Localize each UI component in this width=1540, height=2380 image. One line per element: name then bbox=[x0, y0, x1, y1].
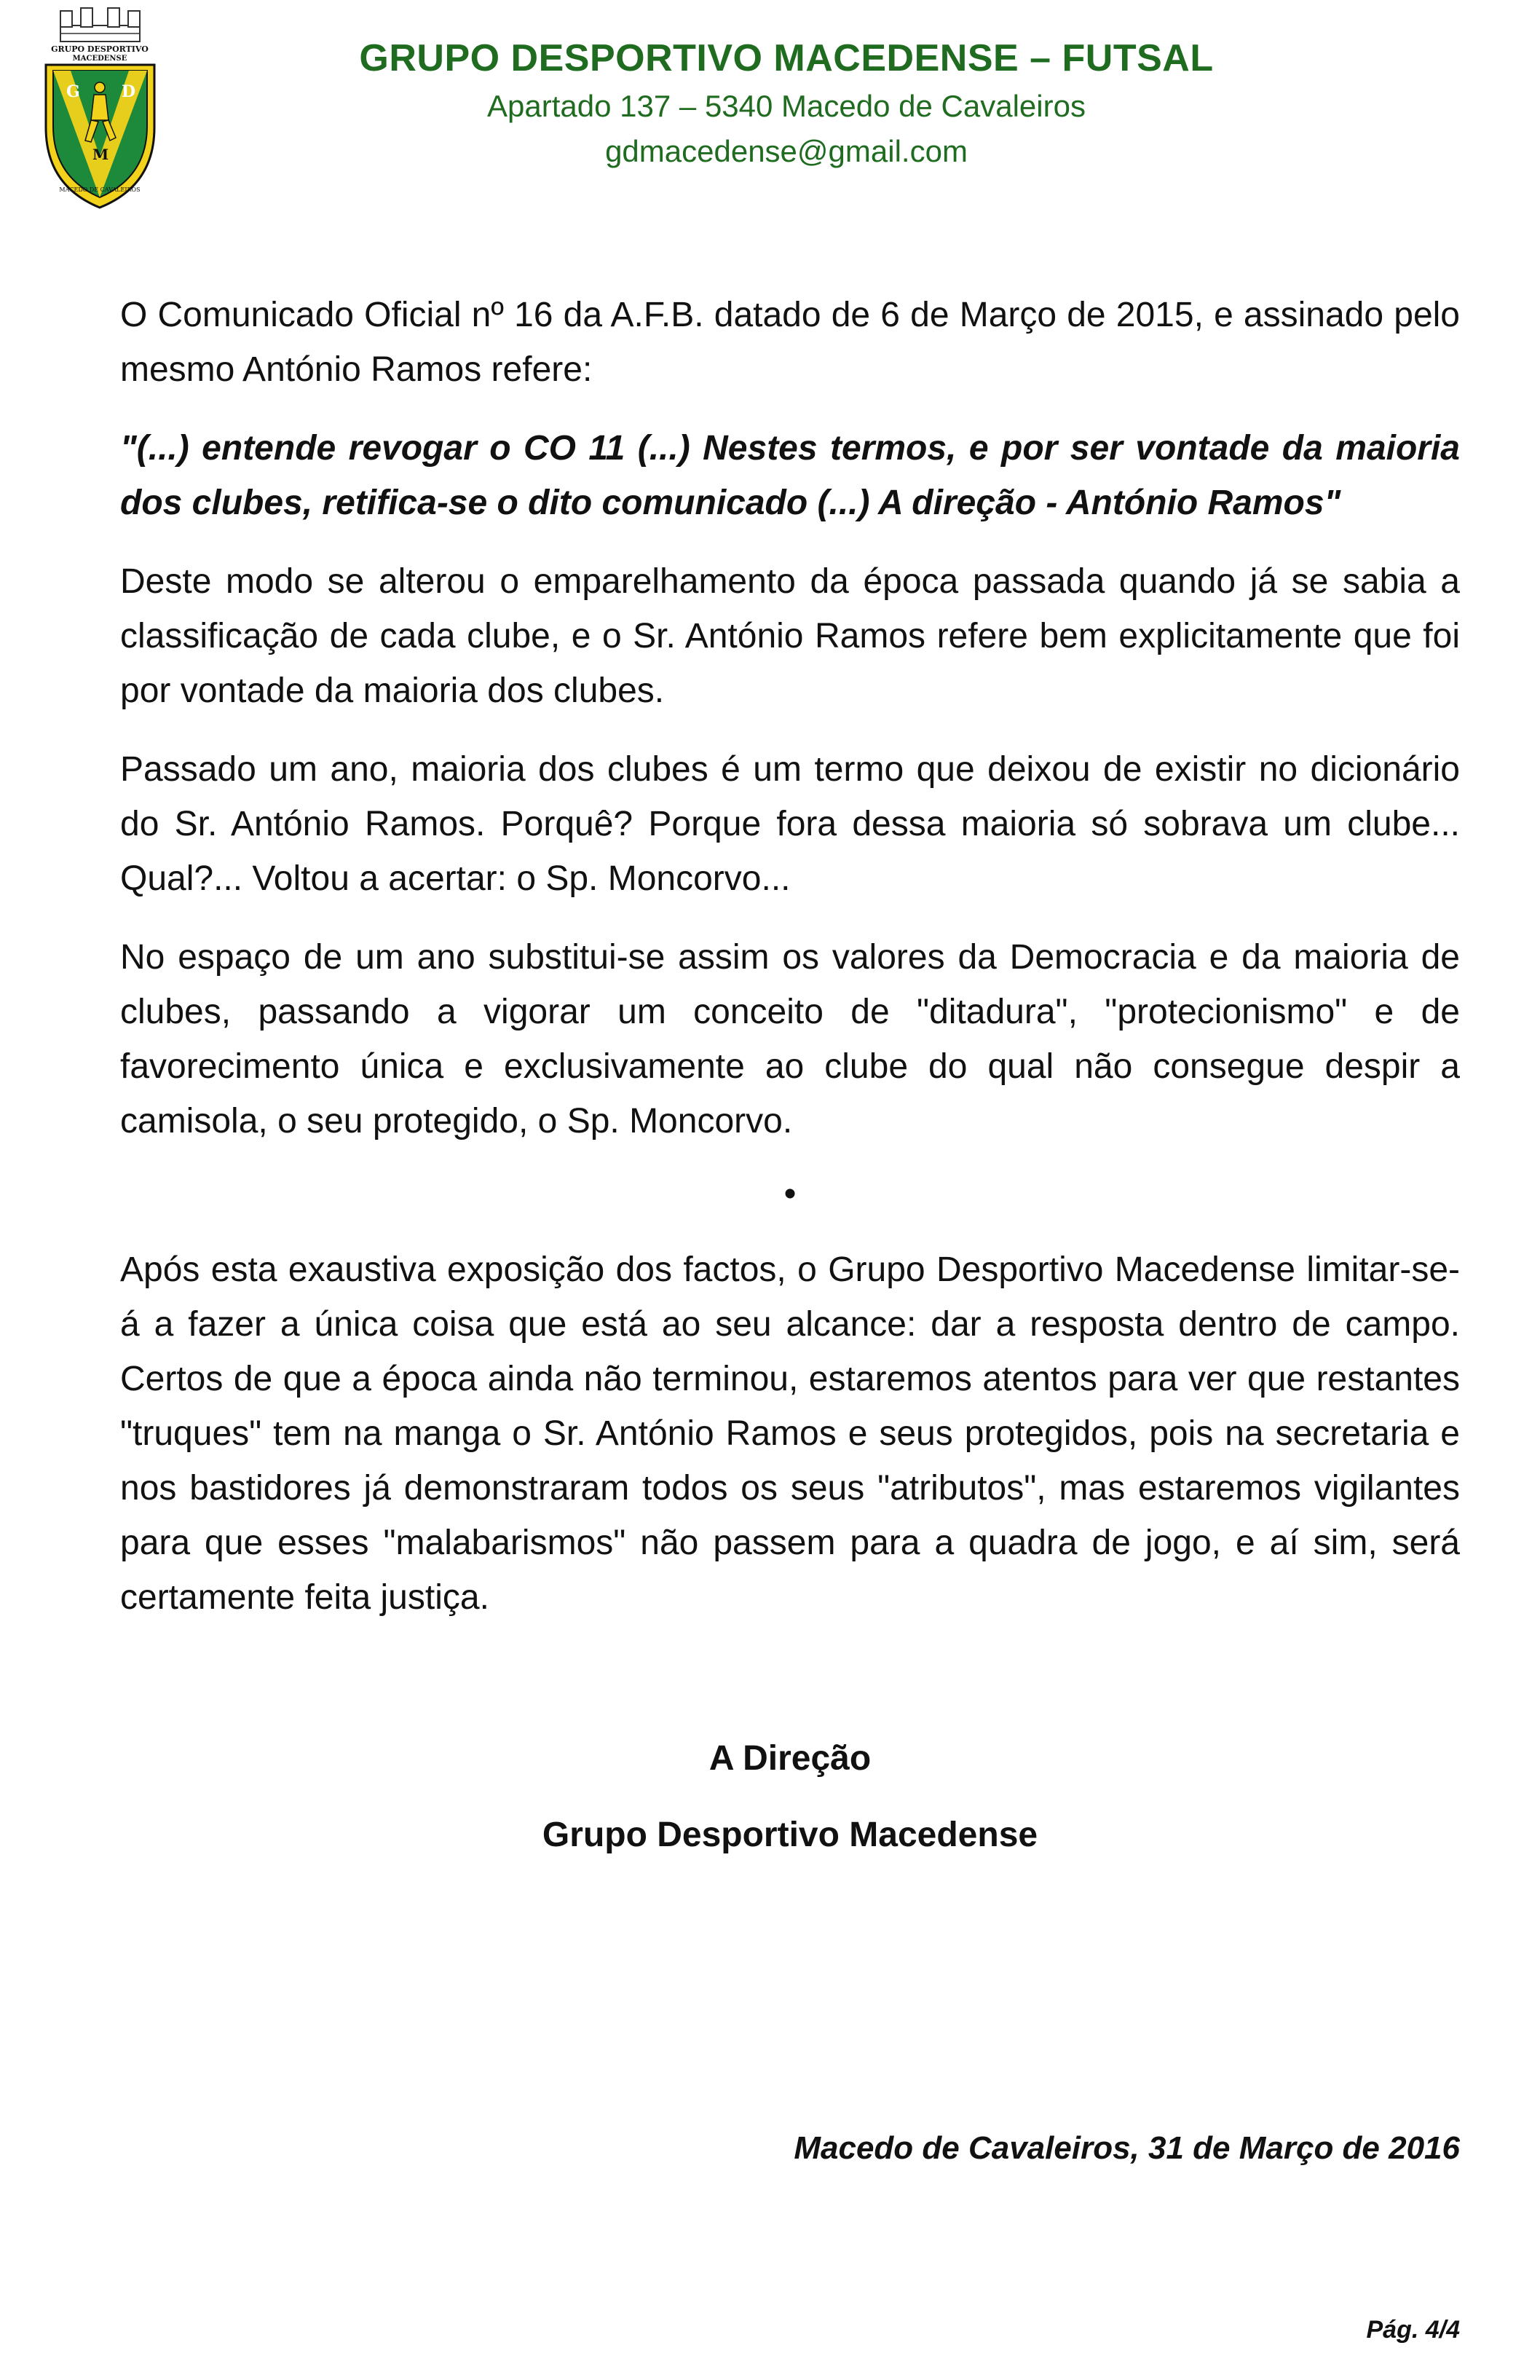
quote-paragraph: "(...) entende revogar o CO 11 (...) Nestes termos, e por ser vontade da maioria dos clubes, retifica-se o dito comunicado (...) A direção - António Ramos" bbox=[120, 429, 1460, 522]
signature-line-1: A Direção bbox=[708, 1739, 872, 1778]
svg-text:MACEDO DE CAVALEIROS: MACEDO DE CAVALEIROS bbox=[59, 186, 141, 193]
paragraph-3: Passado um ano, maioria dos clubes é um termo que deixou de existir no dicionário do Sr. António Ramos. Porquê? Porque fora dessa maioria só sobrava um clube... Qual?... Voltou a acertar: o Sp. Moncorvo... bbox=[120, 750, 1460, 898]
crown-icon bbox=[60, 8, 140, 42]
club-address: Apartado 137 – 5340 Macedo de Cavaleiros bbox=[487, 89, 1086, 123]
svg-text:GRUPO DESPORTIVO: GRUPO DESPORTIVO bbox=[51, 44, 149, 54]
paragraph-2: Deste modo se alterou o emparelhamento da época passada quando já se sabia a classificação de cada clube, e o Sr. António Ramos refere bem explicitamente que foi por vontade da maioria dos clubes. bbox=[120, 562, 1460, 710]
document-body bbox=[120, 288, 1460, 1649]
club-email: gdmacedense@gmail.com bbox=[605, 134, 968, 168]
signature-line-2: Grupo Desportivo Macedense bbox=[542, 1816, 1038, 1854]
paragraph-4: No espaço de um ano substitui-se assim os valores da Democracia e da maioria de clubes, passando a vigorar um conceito de "ditadura", "protecionismo" e de favorecimento única e exclusivamente ao clube do qual não consegue despir a camisola, o seu protegido, o Sp. Moncorvo. bbox=[120, 938, 1460, 1140]
svg-text:MACEDENSE: MACEDENSE bbox=[72, 55, 127, 63]
svg-text:M: M bbox=[92, 146, 109, 163]
page-number: Pág. 4/4 bbox=[1366, 2316, 1460, 2344]
club-crest-icon bbox=[40, 4, 160, 211]
bullet-separator: • bbox=[783, 1175, 797, 1213]
club-title: GRUPO DESPORTIVO MACEDENSE – FUTSAL bbox=[359, 37, 1214, 79]
letterhead bbox=[218, 33, 1354, 174]
svg-text:D: D bbox=[122, 82, 136, 101]
paragraph-5: Após esta exaustiva exposição dos factos, o Grupo Desportivo Macedense limitar-se-á a fazer a única coisa que está ao seu alcance: dar a resposta dentro de campo. Certos de que a época ainda não terminou, estaremos atentos para ver que restantes "truques" tem na manga o Sr. António Ramos e seus protegidos, pois na secretaria e nos bastidores já demonstraram todos os seus "atributos", mas estaremos vigilantes para que esses "malabarismos" não passem para a quadra de jogo, e aí sim, será certamente feita justiça. bbox=[120, 1250, 1460, 1617]
svg-text:G: G bbox=[66, 82, 80, 101]
paragraph-1: O Comunicado Oficial nº 16 da A.F.B. datado de 6 de Março de 2015, e assinado pelo mesmo António Ramos refere: bbox=[120, 296, 1460, 389]
document-date: Macedo de Cavaleiros, 31 de Março de 2016 bbox=[794, 2130, 1460, 2166]
